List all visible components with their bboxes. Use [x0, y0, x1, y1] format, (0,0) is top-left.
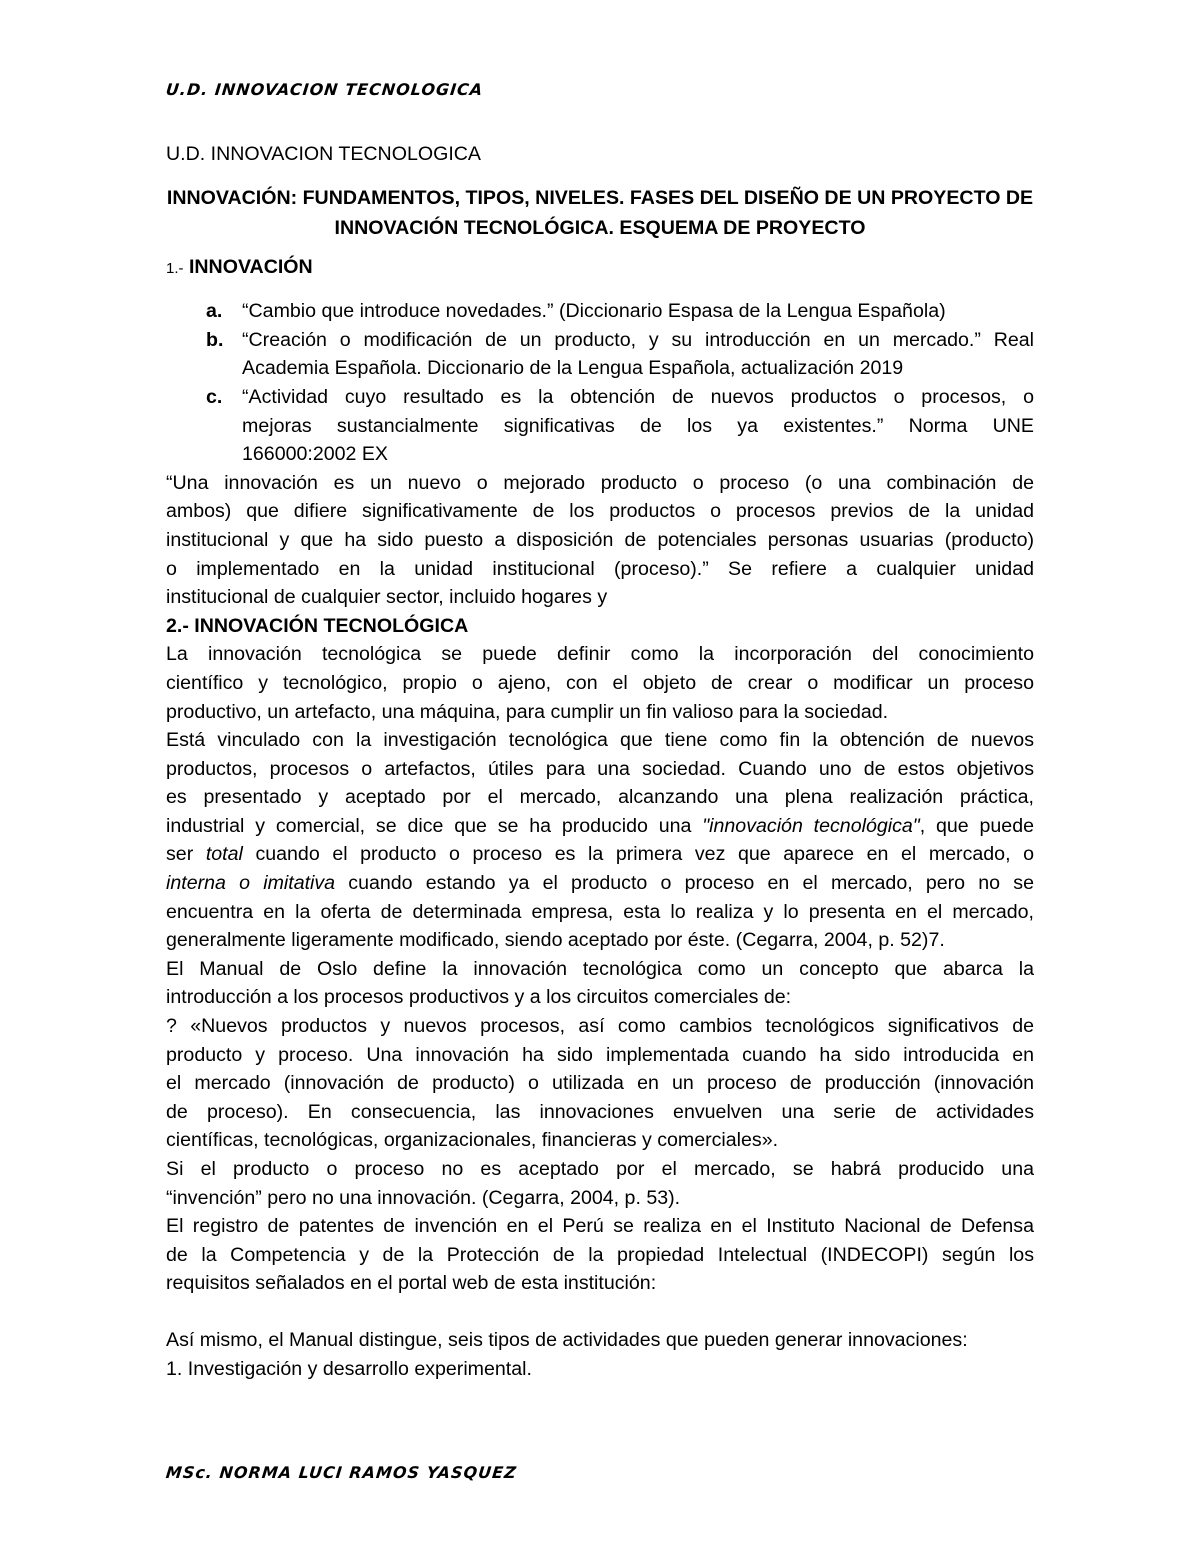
list-marker: a.: [206, 300, 223, 323]
paragraph-line: de la Competencia y de la Protección de la propiedad Intelectual (INDECOPI) según los: [166, 1243, 1034, 1266]
text-run: , que puede: [919, 814, 1034, 837]
paragraph-line: [166, 812, 1034, 841]
paragraph-line: científico y tecnológico, propio o ajeno, con el objeto de crear o modificar un proceso: [166, 671, 1034, 694]
paragraph-line: generalmente ligeramente modificado, siendo aceptado por éste. (Cegarra, 2004, p. 52)7.: [166, 929, 945, 952]
text-run: cuando el producto o proceso es la primera vez que aparece en el mercado, o: [242, 843, 1034, 866]
paragraph-line: producto y proceso. Una innovación ha sido implementada cuando ha sido introducida en: [166, 1043, 1034, 1066]
list-line: “Creación o modificación de un producto, y su introducción en un mercado.” Real: [242, 328, 1034, 351]
definitions-list: [166, 297, 1034, 469]
list-item: [166, 326, 1034, 383]
list-item: [166, 297, 1034, 326]
italic-term: "innovación tecnológica": [702, 814, 920, 837]
list-line: 166000:2002 EX: [242, 443, 388, 466]
paragraph-line: productivo, un artefacto, una máquina, para cumplir un fin valioso para la sociedad.: [166, 700, 889, 723]
italic-term: interna o imitativa: [166, 872, 336, 895]
list-line: “Cambio que introduce novedades.” (Diccionario Espasa de la Lengua Española): [242, 300, 946, 323]
paragraph-line: [166, 869, 1034, 898]
paragraph-line: el mercado (innovación de producto) o utilizada en un proceso de producción (innovación: [166, 1072, 1034, 1095]
list-marker: b.: [206, 328, 224, 351]
paragraph-invention: [166, 1155, 1034, 1212]
paragraph-line: ambos) que difiere significativamente de los productos o procesos previos de la unidad: [166, 500, 1034, 523]
text-run: cuando estando ya el producto o proceso en el mercado, pero no se: [335, 872, 1034, 895]
paragraph-line: ? «Nuevos productos y nuevos procesos, así como cambios tecnológicos significativos de: [166, 1015, 1034, 1038]
page-footer: MSc. NORMA LUCI RAMOS YASQUEZ: [165, 1463, 518, 1482]
paragraph-definition: [166, 640, 1034, 726]
paragraph-line: introducción a los procesos productivos y a los circuitos comerciales de:: [166, 986, 792, 1009]
list-item: [166, 383, 1034, 469]
paragraph-patents: [166, 1212, 1034, 1298]
paragraph-line: es presentado y aceptado por el mercado, alcanzando una plena realización práctica,: [166, 786, 1034, 809]
paragraph-line: productos, procesos o artefactos, útiles para una sociedad. Cuando uno de estos objetivos: [166, 757, 1034, 780]
paragraph-line: El Manual de Oslo define la innovación tecnológica como un concepto que abarca la: [166, 957, 1034, 980]
section-1-number: 1.-: [166, 259, 184, 277]
paragraph-line: institucional y que ha sido puesto a disposición de potenciales personas usuarias (producto): [166, 528, 1034, 551]
paragraph-line: institucional de cualquier sector, incluido hogares y: [166, 586, 608, 609]
section-1-heading: [166, 253, 1034, 284]
main-title: [166, 183, 1034, 243]
paragraph-line: de proceso). En consecuencia, las innovaciones envuelven una serie de actividades: [166, 1100, 1034, 1123]
paragraph-line: o implementado en la unidad institucional (proceso).” Se refiere a cualquier unidad: [166, 557, 1034, 580]
list-marker: c.: [206, 385, 223, 408]
text-run: ser: [166, 843, 206, 866]
paragraph-activities: [166, 1326, 1034, 1383]
document-body: [166, 140, 1034, 1383]
paragraph-line: El registro de patentes de invención en el Perú se realiza en el Instituto Nacional de Defensa: [166, 1215, 1034, 1238]
main-title-line-1: INNOVACIÓN: FUNDAMENTOS, TIPOS, NIVELES. FASES DEL DISEÑO DE UN PROYECTO DE: [166, 186, 1034, 209]
paragraph-line: “Una innovación es un nuevo o mejorado producto o proceso (o una combinación de: [166, 471, 1034, 494]
paragraph-line: 1. Investigación y desarrollo experimental.: [166, 1357, 532, 1380]
page-header: U.D. INNOVACION TECNOLOGICA: [165, 80, 485, 99]
paragraph-research: [166, 726, 1034, 955]
paragraph-line: Está vinculado con la investigación tecnológica que tiene como fin la obtención de nuevos: [166, 729, 1034, 752]
paragraph-line: [166, 840, 1034, 869]
italic-term: total: [205, 843, 243, 866]
main-title-line-2: INNOVACIÓN TECNOLÓGICA. ESQUEMA DE PROYECTO: [334, 216, 866, 239]
innovation-definition-paragraph: [166, 469, 1034, 612]
list-line: mejoras sustancialmente significativas de los ya existentes.” Norma UNE: [242, 414, 1034, 437]
paragraph-line: Así mismo, el Manual distingue, seis tipos de actividades que pueden generar innovaciones:: [166, 1328, 968, 1351]
section-2-heading: 2.- INNOVACIÓN TECNOLÓGICA: [166, 614, 469, 637]
paragraph-line: requisitos señalados en el portal web de esta institución:: [166, 1272, 657, 1295]
doc-subtitle: U.D. INNOVACION TECNOLOGICA: [166, 143, 481, 165]
paragraph-line: La innovación tecnológica se puede definir como la incorporación del conocimiento: [166, 643, 1034, 666]
list-line: Academia Española. Diccionario de la Lengua Española, actualización 2019: [242, 357, 904, 380]
paragraph-line: Si el producto o proceso no es aceptado por el mercado, se habrá producido una: [166, 1158, 1034, 1180]
paragraph-line: encuentra en la oferta de determinada empresa, esta lo realiza y lo presenta en el mercado,: [166, 900, 1034, 923]
paragraph-line: “invención” pero no una innovación. (Cegarra, 2004, p. 53).: [166, 1186, 681, 1209]
section-1-title: INNOVACIÓN: [183, 255, 313, 278]
list-line: “Actividad cuyo resultado es la obtención de nuevos productos o procesos, o: [242, 385, 1034, 408]
text-run: industrial y comercial, se dice que se ha producido una: [166, 814, 703, 837]
paragraph-oslo: [166, 955, 1034, 1012]
paragraph-line: científicas, tecnológicas, organizacionales, financieras y comerciales».: [166, 1129, 779, 1152]
paragraph-quote: [166, 1012, 1034, 1155]
